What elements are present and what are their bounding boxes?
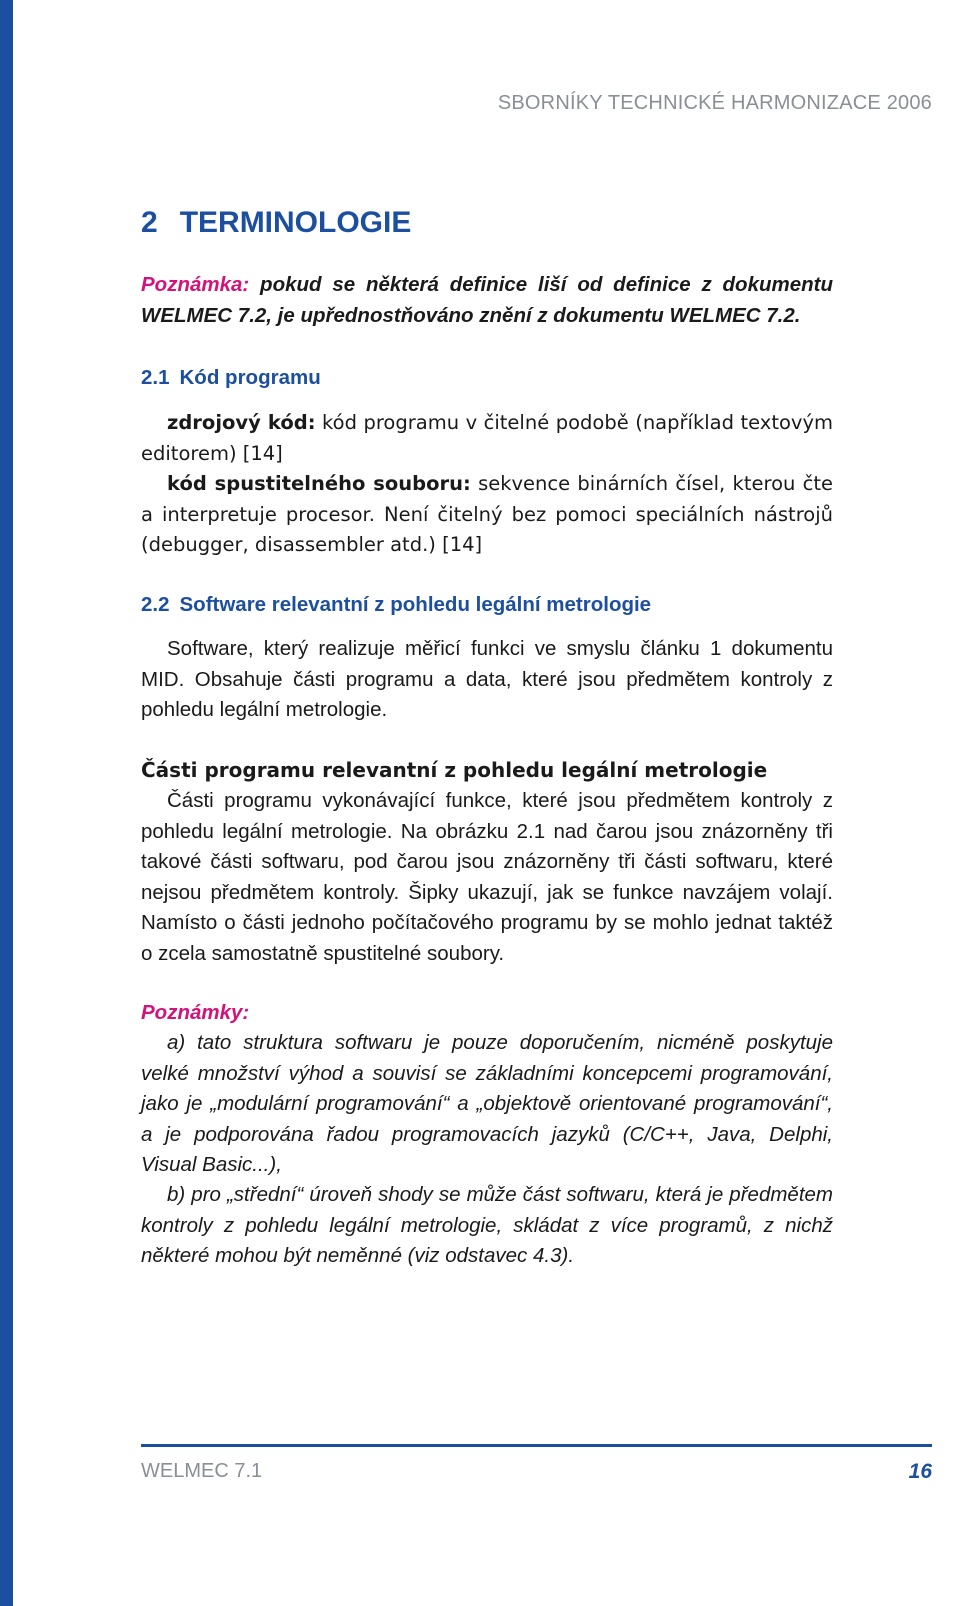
section-title-text: Kód programu (179, 366, 321, 389)
definition-executable-code (141, 469, 833, 561)
note-text: pokud se některá definice liší od definice z dokumentu WELMEC 7.2, je upřednostňováno znění z dokumentu WELMEC 7.2. (141, 273, 833, 327)
page-number: 16 (908, 1460, 932, 1483)
definition-term: kód spustitelného souboru: (167, 472, 471, 495)
note-b: b) pro „střední“ úroveň shody se může část softwaru, která je předmětem kontroly z pohledu legální metrologie, skládat z více programů, z nichž některé mohou být neměnné (viz odstavec 4.3). (141, 1183, 833, 1267)
chapter-title-text: TERMINOLOGIE (179, 206, 412, 239)
intro-note (141, 270, 833, 331)
chapter-number: 2 (141, 206, 158, 239)
section-title-text: Software relevantní z pohledu legální metrologie (179, 593, 652, 616)
section-2-1-title (141, 366, 321, 389)
section-number: 2.1 (141, 366, 170, 389)
section-2-2-body: Software, který realizuje měřicí funkci ve smyslu článku 1 dokumentu MID. Obsahuje části programu a data, které jsou předmětem kontroly z pohledu legální metrologie. (141, 637, 833, 721)
notes-heading (141, 998, 833, 1029)
running-header: SBORNÍKY TECHNICKÉ HARMONIZACE 2006 (497, 92, 932, 114)
definitions (141, 408, 833, 561)
definition-source-code (141, 408, 833, 469)
note-label: Poznámka: (141, 273, 250, 296)
notes-label: Poznámky: (141, 1001, 250, 1024)
section-2-1-heading (141, 363, 833, 394)
definition-text: sekvence binárních čísel, kterou čte a interpretuje procesor. Není čitelný bez pomoci speciálních nástrojů (debugger, disassembler atd.) [14] (141, 472, 834, 556)
section-2-2-title (141, 593, 651, 616)
section-2-2-heading (141, 590, 833, 621)
section-number: 2.2 (141, 593, 170, 616)
parts-section-body: Části programu vykonávající funkce, které jsou předmětem kontroly z pohledu legální metrologie. Na obrázku 2.1 nad čarou jsou znázorněny tři takové části softwaru, pod čarou jsou znázorněny tři části softwaru, které nejsou předmětem kontroly. Šipky ukazují, jak se funkce navzájem volají. Namísto o části jednoho počítačového programu by se mohlo jednat taktéž o zcela samostatně spustitelné soubory. (141, 789, 833, 965)
definition-text: kód programu v čitelné podobě (například textovým editorem) [14] (141, 411, 833, 465)
definition-term: zdrojový kód: (167, 411, 316, 434)
note-a: a) tato struktura softwaru je pouze doporučením, nicméně poskytuje velké množství výhod a souvisí se základními koncepcemi programování, jako je „modulární programování“ a „objektově orientované programování“, a je podporována řadou programovacích jazyků (C/C++, Java, Delphi, Visual Basic...), (141, 1031, 833, 1176)
parts-section-title: Části programu relevantní z pohledu legální metrologie (141, 758, 768, 782)
left-margin-bar (0, 0, 13, 1606)
parts-section-heading (141, 755, 833, 787)
footer-rule (141, 1444, 932, 1447)
chapter-title (141, 206, 411, 240)
footer-document-name: WELMEC 7.1 (141, 1460, 263, 1482)
